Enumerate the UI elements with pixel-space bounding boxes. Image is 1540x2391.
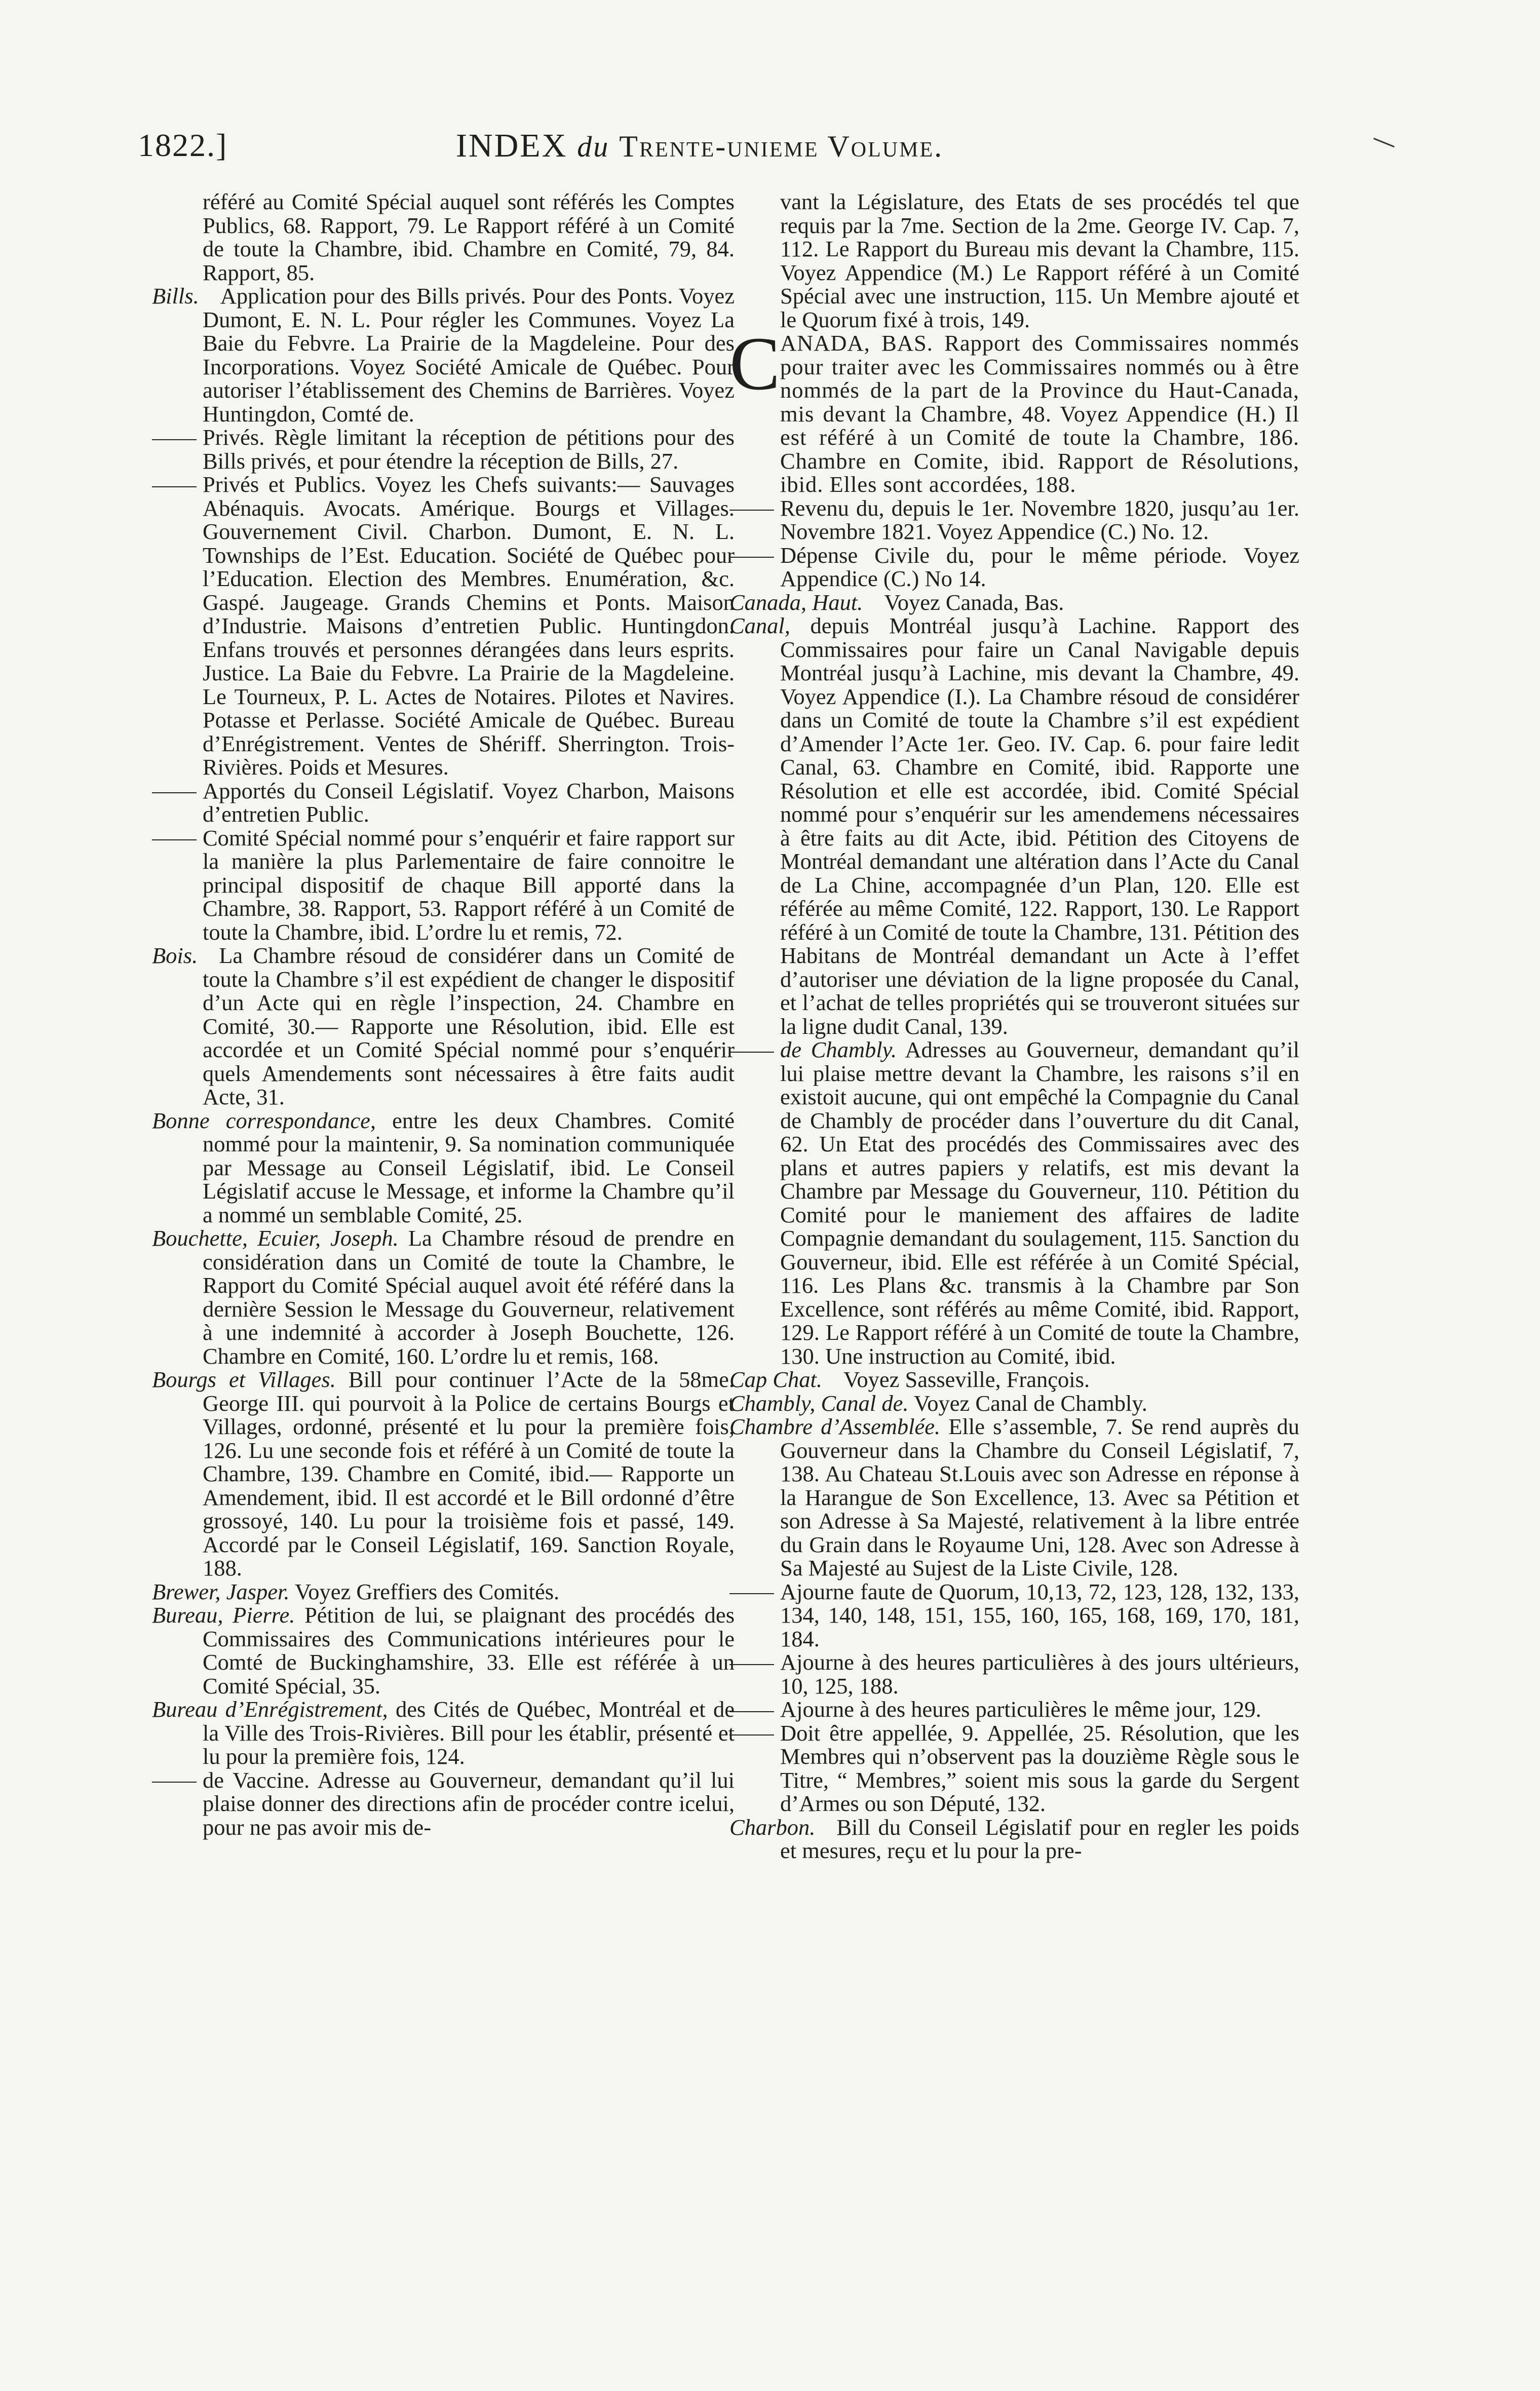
dash-mark	[729, 1711, 774, 1712]
dash-mark	[152, 439, 197, 440]
entry-heading: Canada, Haut.	[729, 589, 863, 615]
index-entry-charbon	[729, 1816, 1299, 1863]
entry-text: La Chambre résoud de prendre en considération dans un Comité de toute la Chambre, le Rapport du Comité Spécial auquel avoit été référé dans la dernière Session le Message du Gouverneur, relativement à une indemnité à accorder à Joseph Bouchette, 126. Chambre en Comité, 160. L’ordre lu et remis, 168.	[203, 1225, 735, 1369]
entry-text: Ajourne à des heures particulières à des jours ultérieurs, 10, 125, 188.	[780, 1649, 1299, 1699]
entry-text: Ajourne à des heures particulières le même jour, 129.	[780, 1696, 1261, 1722]
entry-text: Ajourne faute de Quorum, 10,13, 72, 123, 128, 132, 133, 134, 140, 148, 151, 155, 160, 165, 168, 169, 170, 181, 184.	[780, 1578, 1299, 1651]
entry-heading: Cap Chat.	[729, 1367, 822, 1392]
entry-text: Pétition de lui, se plaignant des procédés des Commissaires des Communications intérieures pour le Comté de Buckinghamshire, 33. Elle est référée à un Comité Spécial, 35.	[203, 1602, 735, 1699]
dash-mark	[729, 557, 774, 558]
dash-mark	[152, 1782, 197, 1783]
dash-mark	[729, 510, 774, 511]
entry-text: ANADA, BAS. Rapport des Commissaires nommés pour traiter avec les Commissaires nommés ou à être nommés de la part de la Province du Haut-Canada, mis devant la Chambre, 48. Voyez Appendice (H.) Il est référé à un Comité de toute la Chambre, 186. Chambre en Comite, ibid. Rapport de Résolutions, ibid. Elles sont accordées, 188.	[780, 330, 1299, 497]
entry-text: Revenu du, depuis le 1er. Novembre 1820, jusqu’au 1er. Novembre 1821. Voyez Appendice (C.) No. 12.	[780, 495, 1299, 544]
entry-heading: Bureau, Pierre.	[152, 1602, 295, 1628]
entry-text: Apportés du Conseil Législatif. Voyez Charbon, Maisons d’entretien Public.	[203, 778, 735, 827]
entry-heading: Chambly, Canal de.	[729, 1390, 909, 1416]
index-entry-canada-revenu	[729, 496, 1299, 544]
index-entry-ajourne-meme-jour	[729, 1698, 1299, 1721]
title-rest: Trente-unieme Volume.	[619, 130, 944, 163]
dash-mark	[729, 1664, 774, 1665]
entry-text: Application pour des Bills privés. Pour des Ponts. Voyez Dumont, E. N. L. Pour régler les Communes. Voyez La Baie du Febvre. La Prairie de la Magdeleine. Pour des Incorporations. Voyez Société Amicale de Québec. Pour autoriser l’établissement des Chemins de Barrières. Voyez Huntingdon, Comté de.	[203, 283, 735, 427]
right-column	[729, 190, 1299, 1863]
dash-mark	[152, 486, 197, 487]
page-year: 1822.]	[138, 127, 228, 163]
index-entry-bureau-vaccine	[152, 1768, 735, 1839]
index-entry-bois	[152, 944, 735, 1109]
dash-mark	[729, 1593, 774, 1594]
index-entry-chambly-canal	[729, 1392, 1299, 1415]
entry-text: La Chambre résoud de considérer dans un Comité de toute la Chambre s’il est expédient de changer le dispositif d’un Acte qui en règle l’inspection, 24. Chambre en Comité, 30.— Rapporte une Résolution, ibid. Elle est accordée et un Comité Spécial nommé pour s’enquérir quels Amendements sont nécessaires à être faits audit Acte, 31.	[203, 943, 735, 1109]
entry-heading: Bills.	[152, 283, 199, 308]
index-entry-ajourne-jours	[729, 1650, 1299, 1698]
entry-text: Voyez Canal de Chambly.	[913, 1390, 1147, 1416]
index-entry-bureau-enregistrement	[152, 1698, 735, 1768]
index-entry-brewer	[152, 1580, 735, 1604]
page-header	[0, 127, 1540, 187]
title-main: INDEX	[456, 127, 568, 164]
entry-text: des Cités de Québec, Montréal et de la Ville des Trois-Rivières. Bill pour les établir, présenté et lu pour la première fois, 124.	[203, 1696, 735, 1769]
index-entry-cap-chat	[729, 1368, 1299, 1392]
entry-text: Voyez Sasseville, François.	[843, 1367, 1090, 1392]
entry-heading: Canal,	[729, 613, 790, 638]
index-entry-canada-bas	[729, 322, 1299, 497]
index-entry-bills-prives	[152, 426, 735, 473]
dash-mark	[152, 839, 197, 840]
entry-text: Adresses au Gouverneur, demandant qu’il lui plaise mettre devant la Chambre, les raisons s’il en existoit aucune, qui ont empêché la Compagnie du Canal de Chambly de procéder dans l’ouverture du dit Canal, 62. Un Etat des procédés des Commissaires avec des plans et autres papiers y relatifs, est mis devant la Chambre par Message du Gouverneur, 110. Pétition du Comité pour le maniement des affaires de ladite Compagnie demandant du soulagement, 115. Sanction du Gouverneur, ibid. Elle est référée à un Comité Spécial, 116. Les Plans &c. transmis à la Chambre par Son Excellence, sont référés au même Comité, ibid. Rapport, 129. Le Rapport référé à un Comité de toute la Chambre, 130. Une instruction au Comité, ibid.	[780, 1037, 1300, 1369]
entry-heading: de Chambly.	[780, 1037, 897, 1062]
entry-heading: Charbon.	[729, 1814, 816, 1840]
index-entry-appellee	[729, 1721, 1299, 1816]
dash-mark	[729, 1734, 774, 1736]
index-entry-bills-apportes	[152, 779, 735, 826]
entry-text: Bill du Conseil Législatif pour en regler les poids et mesures, reçu et lu pour la pre-	[780, 1814, 1299, 1863]
index-entry-bills	[152, 284, 735, 426]
index-entry-bills-prives-publics	[152, 473, 735, 779]
entry-heading: Bureau d’Enrégistrement,	[152, 1696, 388, 1722]
index-entry-bonne-correspondance	[152, 1109, 735, 1227]
index-entry-bouchette	[152, 1226, 735, 1368]
corner-mark	[1373, 138, 1395, 147]
index-entry-canal	[729, 614, 1299, 1038]
index-entry-chambre-assemblee	[729, 1415, 1299, 1580]
index-entry-canal-chambly	[729, 1038, 1299, 1368]
index-entry-ajourne-quorum	[729, 1580, 1299, 1651]
entry-text: Voyez Greffiers des Comités.	[294, 1578, 560, 1604]
index-entry-canada-haut	[729, 591, 1299, 614]
entry-text: depuis Montréal jusqu’à Lachine. Rapport des Commissaires pour faire un Canal Navigable depuis Montréal jusqu’à Lachine, mis devant la Chambre, 49. Voyez Appendice (I.). La Chambre résoud de considérer dans un Comité de toute la Chambre s’il est expédient d’Amender l’Acte 1er. Geo. IV. Cap. 6. pour faire ledit Canal, 63. Chambre en Comité, ibid. Rapporte une Résolution et elle est accordée, ibid. Comité Spécial nommé pour s’enquérir sur les amendemens nécessaires à être faits au dit Acte, ibid. Pétition des Citoyens de Montréal demandant une altération dans l’Acte du Canal de La Chine, accompagnée d’un Plan, 120. Elle est référée au même Comité, 122. Rapport, 130. Le Rapport référé à un Comité de toute la Chambre, 131. Pétition des Habitans de Montréal demandant un Acte à l’effet d’autoriser une déviation de la ligne proposée du Canal, et l’achat de telles propriétés qui se trouveront situées sur la ligne dudit Canal, 139.	[780, 613, 1299, 1039]
dash-mark	[152, 792, 197, 793]
entry-text: Elle s’assemble, 7. Se rend auprès du Gouverneur dans la Chambre du Conseil Législatif, 7, 138. Au Chateau St.Louis avec son Adresse en réponse à la Harangue de Son Excellence, 13. Avec sa Pétition et son Adresse à Sa Majesté, relativement à la libre entrée du Grain dans le Royaume Uni, 128. Avec son Adresse à Sa Majesté au Sujest de la Liste Civile, 128.	[780, 1414, 1299, 1580]
index-entry-bureau-pierre	[152, 1603, 735, 1698]
entry-heading: Bouchette, Ecuier, Joseph.	[152, 1225, 399, 1251]
entry-text: Privés. Règle limitant la réception de pétitions pour des Bills privés, et pour étendre la réception de Bills, 27.	[203, 425, 735, 474]
index-entry-bills-comite	[152, 826, 735, 944]
entry-text: Bill pour continuer l’Acte de la 58me. George III. qui pourvoit à la Police de certains Bourgs et Villages, ordonné, présenté et lu pour la première fois, 126. Lu une seconde fois et référé à un Comité de toute la Chambre, 139. Chambre en Comité, ibid.— Rapporte un Amendement, ibid. Il est accordé et le Bill ordonné d’être grossoyé, 140. Lu pour la troisième fois et passé, 149. Accordé par le Conseil Législatif, 169. Sanction Royale, 188.	[203, 1367, 735, 1580]
entry-heading: Chambre d’Assemblée.	[729, 1414, 941, 1439]
dash-mark	[729, 1052, 774, 1053]
entry-heading: Bourgs et Villages.	[152, 1367, 336, 1392]
page-title	[456, 127, 943, 165]
index-entry-continued: référé au Comité Spécial auquel sont référés les Comptes Publics, 68. Rapport, 79. Le Rapport référé à un Comité de toute la Chambre, ibid. Chambre en Comité, 79, 84. Rapport, 85.	[203, 189, 735, 285]
entry-text: Dépense Civile du, pour le même période. Voyez Appendice (C.) No 14.	[780, 542, 1299, 591]
entry-text: Privés et Publics. Voyez les Chefs suivants:— Sauvages Abénaquis. Avocats. Amérique. Bourgs et Villages. Gouvernement Civil. Charbon. Dumont, E. N. L. Townships de l’Est. Education. Société de Québec pour l’Education. Election des Membres. Enumération, &c. Gaspé. Jaugeage. Grands Chemins et Ponts. Maison d’Industrie. Maisons d’entretien Public. Huntingdon. Enfans trouvés et personnes dérangées dans leurs esprits. Justice. La Baie du Febvre. La Prairie de la Magdeleine. Le Tourneux, P. L. Actes de Notaires. Pilotes et Navires. Potasse et Perlasse. Société Amicale de Québec. Bureau d’Enrégistrement. Ventes de Shériff. Sherrington. Trois-Rivières. Poids et Mesures.	[203, 472, 735, 780]
index-entry-canada-depense	[729, 544, 1299, 591]
index-entry-bourgs	[152, 1368, 735, 1580]
entry-text: Doit être appellée, 9. Appellée, 25. Résolution, que les Membres qui n’observent pas la douzième Règle sous le Titre, “ Membres,” soient mis sous la garde du Sergent d’Armes ou son Député, 132.	[780, 1720, 1299, 1816]
entry-heading: Bonne correspondance,	[152, 1107, 376, 1133]
entry-heading: Brewer, Jasper.	[152, 1578, 290, 1604]
title-du: du	[577, 130, 610, 163]
entry-text: de Vaccine. Adresse au Gouverneur, demandant qu’il lui plaise donner des directions afin de procéder contre icelui, pour ne pas avoir mis de-	[203, 1767, 735, 1840]
left-column	[152, 190, 735, 1839]
entry-text: entre les deux Chambres. Comité nommé pour la maintenir, 9. Sa nomination communiquée par Message au Conseil Législatif, ibid. Le Conseil Législatif accuse le Message, et informe la Chambre qu’il a nommé un semblable Comité, 25.	[203, 1107, 735, 1227]
entry-text: Comité Spécial nommé pour s’enquérir et faire rapport sur la manière la plus Parlementaire de faire connoitre le principal dispositif de chaque Bill apporté dans la Chambre, 38. Rapport, 53. Rapport référé à un Comité de toute la Chambre, ibid. L’ordre lu et remis, 72.	[203, 825, 735, 945]
entry-heading: Bois.	[152, 943, 198, 968]
index-entry-continued: vant la Législature, des Etats de ses procédés tel que requis par la 7me. Section de la 2me. George IV. Cap. 7, 112. Le Rapport du Bureau mis devant la Chambre, 115. Voyez Appendice (M.) Le Rapport référé à un Comité Spécial avec une instruction, 115. Un Membre ajouté et le Quorum fixé à trois, 149.	[780, 189, 1299, 332]
entry-text: Voyez Canada, Bas.	[884, 589, 1064, 615]
drop-cap: C	[729, 322, 781, 406]
